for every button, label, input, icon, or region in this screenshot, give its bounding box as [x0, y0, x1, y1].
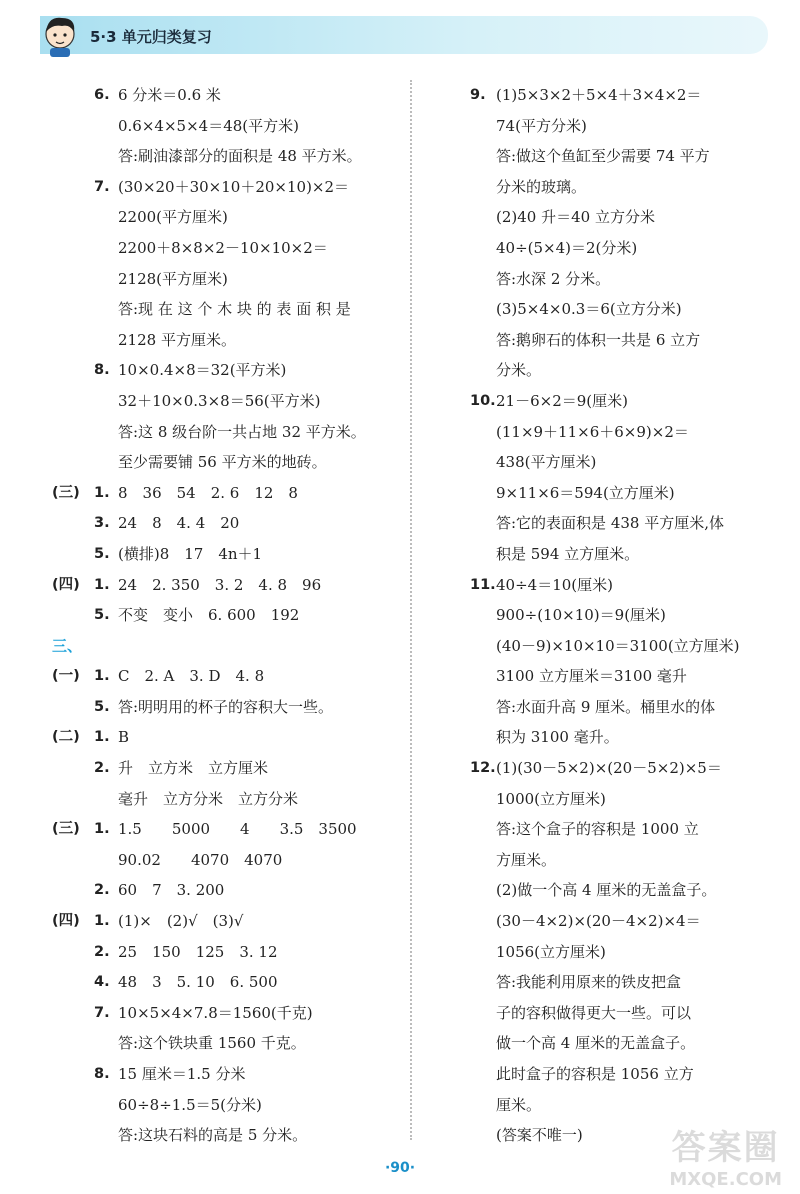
answer-line — [52, 784, 407, 815]
watermark — [669, 1120, 782, 1190]
answer-text: 60÷8÷1.5＝5(分米) — [118, 1095, 262, 1114]
answer-text: B — [118, 728, 130, 747]
answer-text: 0.6×4×5×4＝48(平方米) — [118, 116, 299, 135]
question-number: 5. — [94, 698, 110, 715]
answer-text: 2128 平方厘米。 — [118, 330, 236, 349]
page-number: ·90· — [384, 1160, 416, 1176]
answer-text: 438(平方厘米) — [496, 453, 597, 472]
answer-line — [470, 661, 790, 692]
watermark-url: MXQE.COM — [669, 1169, 782, 1190]
answer-line — [52, 631, 407, 662]
answer-line — [470, 998, 790, 1029]
answer-line — [52, 508, 407, 539]
answer-text: (1)× (2)√ (3)√ — [118, 912, 244, 931]
answer-text: 25 150 125 3. 12 — [118, 942, 278, 961]
header-title: 5·3 单元归类复习 — [90, 28, 212, 46]
answer-line — [52, 875, 407, 906]
group-label: (四) — [52, 576, 80, 593]
answer-text: 60 7 3. 200 — [118, 881, 225, 900]
answer-line — [470, 600, 790, 631]
watermark-logo: 答案圈 — [671, 1128, 780, 1168]
answer-line — [52, 1090, 407, 1121]
answer-line — [52, 233, 407, 264]
answer-line — [52, 814, 407, 845]
question-number: 2. — [94, 760, 110, 777]
answer-line — [470, 294, 790, 325]
answer-text: 答:这 8 级台阶一共占地 32 平方米。 — [118, 422, 366, 441]
question-number: 5. — [94, 545, 110, 562]
answer-text: 10×5×4×7.8＝1560(千克) — [118, 1003, 313, 1022]
answer-text: 15 厘米＝1.5 分米 — [118, 1065, 246, 1083]
answer-line — [470, 508, 790, 539]
answer-text: (30－4×2)×(20－4×2)×4＝ — [496, 912, 701, 931]
answer-text: 不变 变小 6. 600 192 — [118, 606, 300, 625]
answer-line — [470, 325, 790, 356]
answer-text: 升 立方米 立方厘米 — [118, 759, 269, 778]
question-number: 1. — [94, 576, 110, 593]
answer-line — [52, 264, 407, 295]
answer-text: 10×0.4×8＝32(平方米) — [118, 361, 287, 380]
answer-line — [52, 202, 407, 233]
answer-line — [470, 355, 790, 386]
question-number: 8. — [94, 1066, 110, 1082]
answer-text: 答:水面升高 9 厘米。桶里水的体 — [496, 697, 716, 716]
answer-text: 方厘米。 — [496, 850, 557, 869]
answer-line — [52, 600, 407, 631]
answer-line — [470, 1059, 790, 1090]
question-number: 1. — [94, 729, 110, 746]
answer-text: (40－9)×10×10＝3100(立方厘米) — [496, 636, 740, 655]
answer-text: 21－6×2＝9(厘米) — [496, 391, 628, 410]
group-label: (三) — [52, 821, 80, 838]
answer-line — [470, 753, 790, 784]
answer-text: C 2. A 3. D 4. 8 — [118, 667, 265, 686]
answer-line — [52, 141, 407, 172]
answer-text: 900÷(10×10)＝9(厘米) — [496, 606, 666, 625]
answer-line — [470, 80, 790, 111]
answer-text: 40÷4＝10(厘米) — [496, 575, 613, 594]
answer-text: 子的容积做得更大一些。可以 — [496, 1003, 692, 1022]
boy-mascot-icon — [40, 12, 80, 58]
question-number: 3. — [94, 515, 110, 532]
answer-line — [470, 264, 790, 295]
answer-line — [52, 692, 407, 723]
answer-text: (1)(30－5×2)×(20－5×2)×5＝ — [496, 759, 722, 778]
answer-text: 24 8 4. 4 20 — [118, 514, 240, 533]
answer-line — [52, 722, 407, 753]
answer-text: 答:这个铁块重 1560 千克。 — [118, 1034, 306, 1053]
group-label: (四) — [52, 913, 80, 930]
question-number: 12. — [470, 760, 496, 777]
answer-line — [52, 1028, 407, 1059]
answer-line — [52, 937, 407, 968]
question-number: 5. — [94, 607, 110, 624]
answer-text: (2)40 升＝40 立方分米 — [496, 208, 655, 227]
group-label: (三) — [52, 484, 80, 501]
answer-line — [470, 539, 790, 570]
group-label: (二) — [52, 729, 80, 746]
answer-text: 分米的玻璃。 — [496, 177, 587, 196]
answer-text: 32＋10×0.3×8＝56(平方米) — [118, 391, 321, 410]
answer-text: 2200＋8×8×2－10×10×2＝ — [118, 238, 328, 257]
answer-line — [52, 998, 407, 1029]
answer-line — [470, 570, 790, 601]
question-number: 2. — [94, 882, 110, 899]
question-number: 2. — [94, 943, 110, 960]
question-number: 1. — [94, 913, 110, 930]
answer-text: 积为 3100 毫升。 — [496, 728, 619, 747]
answer-text: 答:鹅卵石的体积一共是 6 立方 — [496, 330, 701, 349]
answer-text: 答:明明用的杯子的容积大一些。 — [118, 697, 334, 716]
answer-text: 24 2. 350 3. 2 4. 8 96 — [118, 575, 322, 594]
answer-text: (答案不唯一) — [496, 1126, 583, 1145]
answer-text: 3100 立方厘米＝3100 毫升 — [496, 667, 687, 686]
answer-text: 40÷(5×4)＝2(分米) — [496, 238, 638, 257]
answer-line — [470, 937, 790, 968]
answer-line — [52, 906, 407, 937]
answer-line — [52, 386, 407, 417]
answer-line — [470, 814, 790, 845]
answer-line — [470, 478, 790, 509]
answer-text: 1000(立方厘米) — [496, 789, 606, 808]
answer-text: 1056(立方厘米) — [496, 942, 606, 961]
answer-line — [470, 417, 790, 448]
answer-line — [470, 906, 790, 937]
question-number: 1. — [94, 821, 110, 838]
answer-text: 答:刷油漆部分的面积是 48 平方米。 — [118, 147, 362, 166]
answer-text: 答:这块石料的高是 5 分米。 — [118, 1126, 308, 1145]
answer-line — [470, 386, 790, 417]
group-label: (一) — [52, 668, 80, 685]
question-number: 4. — [94, 974, 110, 991]
question-number: 1. — [94, 484, 110, 501]
answer-text: 答:现 在 这 个 木 块 的 表 面 积 是 — [118, 300, 351, 319]
answer-line — [470, 967, 790, 998]
answer-text: 答:它的表面积是 438 平方厘米,体 — [496, 514, 724, 533]
answer-text: 74(平方分米) — [496, 116, 587, 135]
answer-text: (1)5×3×2＋5×4＋3×4×2＝ — [496, 86, 702, 104]
answer-text: 至少需要铺 56 平方米的地砖。 — [118, 453, 327, 472]
answer-line — [470, 845, 790, 876]
answer-text: 答:水深 2 分米。 — [496, 269, 611, 288]
answer-text: 2128(平方厘米) — [118, 269, 228, 288]
question-number: 8. — [94, 362, 110, 379]
answer-line — [470, 202, 790, 233]
question-number: 6. — [94, 87, 110, 103]
answer-line — [470, 141, 790, 172]
column-divider — [410, 80, 412, 1140]
answer-text: (3)5×4×0.3＝6(立方分米) — [496, 300, 682, 319]
question-number: 7. — [94, 1004, 110, 1021]
answer-line — [52, 172, 407, 203]
answer-line — [52, 80, 407, 111]
answer-text: 6 分米＝0.6 米 — [118, 86, 221, 104]
answer-text: (2)做一个高 4 厘米的无盖盒子。 — [496, 881, 717, 900]
answer-line — [52, 1120, 407, 1151]
answer-text: 2200(平方厘米) — [118, 208, 228, 227]
answer-text: 答:这个盒子的容积是 1000 立 — [496, 820, 699, 839]
answer-text: 答:我能利用原来的铁皮把盒 — [496, 973, 682, 992]
answer-line — [52, 661, 407, 692]
answer-text: 答:做这个鱼缸至少需要 74 平方 — [496, 147, 710, 166]
answer-text: 此时盒子的容积是 1056 立方 — [496, 1065, 694, 1083]
answer-line — [470, 447, 790, 478]
answer-line — [470, 172, 790, 203]
answer-text: (11×9＋11×6＋6×9)×2＝ — [496, 422, 689, 441]
answer-text: 毫升 立方分米 立方分米 — [118, 789, 299, 808]
answer-line — [470, 692, 790, 723]
answer-text: 9×11×6＝594(立方厘米) — [496, 483, 675, 502]
answer-line — [52, 967, 407, 998]
answer-line — [52, 447, 407, 478]
answer-line — [52, 753, 407, 784]
left-column — [52, 80, 407, 1151]
answer-line — [52, 111, 407, 142]
answer-line — [52, 478, 407, 509]
answer-text: (横排)8 17 4n＋1 — [118, 544, 263, 563]
answer-line — [52, 294, 407, 325]
right-column — [470, 80, 790, 1151]
question-number: 11. — [470, 576, 496, 593]
answer-text: 积是 594 立方厘米。 — [496, 544, 640, 563]
answer-text: 48 3 5. 10 6. 500 — [118, 973, 278, 992]
answer-line — [470, 1090, 790, 1121]
answer-line — [470, 875, 790, 906]
question-number: 9. — [470, 87, 486, 103]
answer-line — [470, 722, 790, 753]
answer-text: (30×20＋30×10＋20×10)×2＝ — [118, 177, 350, 196]
answer-text: 分米。 — [496, 361, 542, 380]
section-heading: 三、 — [52, 636, 83, 655]
answer-line — [52, 417, 407, 448]
answer-text: 1.5 5000 4 3.5 3500 — [118, 820, 357, 839]
answer-line — [470, 784, 790, 815]
answer-line — [52, 845, 407, 876]
question-number: 1. — [94, 668, 110, 685]
answer-line — [470, 1028, 790, 1059]
answer-line — [52, 1059, 407, 1090]
question-number: 7. — [94, 178, 110, 195]
question-number: 10. — [470, 392, 496, 409]
answer-line — [470, 111, 790, 142]
answer-line — [470, 631, 790, 662]
answer-text: 厘米。 — [496, 1095, 542, 1114]
answer-line — [52, 355, 407, 386]
answer-text: 8 36 54 2. 6 12 8 — [118, 483, 298, 502]
answer-line — [52, 325, 407, 356]
answer-line — [52, 539, 407, 570]
answer-line — [52, 570, 407, 601]
answer-text: 做一个高 4 厘米的无盖盒子。 — [496, 1034, 696, 1053]
answer-text: 90.02 4070 4070 — [118, 850, 283, 869]
answer-line — [470, 233, 790, 264]
